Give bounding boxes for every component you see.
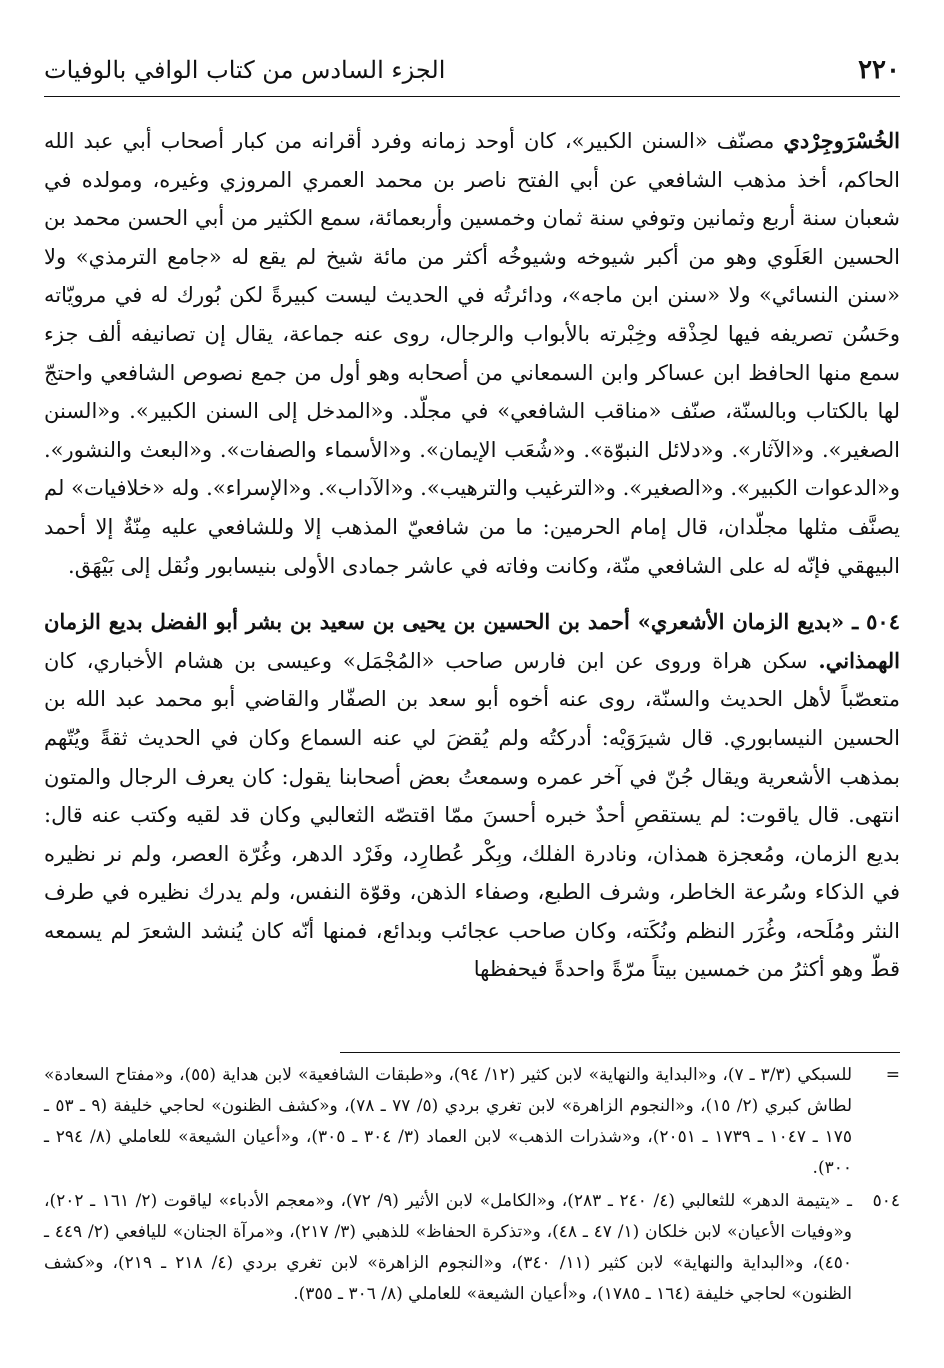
paragraph-text: سكن هراة وروى عن ابن فارس صاحب «المُجْمَل» وعيسى بن هشام الأخباري، كان متعصّباً لأهل الحديث والسنّة، روى عنه أخوه أبو سعد بن الصفّار والقاضي أبو محمد عبد الله بن الحسين النيسابوري. قال شيرَوَيْه: أدركتُه ولم يُقضَ لي عنه السماع وكان في الحديث ثقةً ويُتّهم بمذهب الأشعرية ويقال جُنّ في آخر عمره وسمعتُ بعض أصحابنا يقول: كان يعرف الرجال والمتون انتهى. قال ياقوت: لم يستقصِ أحدٌ خبره أحسنَ ممّا اقتصّه الثعالبي وكان قد لقيه وكتب عنه قال: بديع الزمان، ومُعجزة همذان، ونادرة الفلك، وبِكْر عُطارِد، وفَرْد الدهر، وغُرّة العصر، ولم نر نظيره في الذكاء وسُرعة الخاطر، وشرف الطبع، وصفاء الذهن، وقوّة النفس، ولم يدرك نظيره في طرف النثر ومُلَحه، وغُرَر النظم ونُكَته، وكان صاحب عجائب وبدائع، فمنها أنّه كان يُنشد الشعرَ لم يسمعه قطّ وهو أكثرُ من خمسين بيتاً مرّةً واحدةً فيحفظها <box>44 648 900 982</box>
paragraph-text: مصنّف «السنن الكبير»، كان أوحد زمانه وفرد أقرانه من كبار أصحاب أبي عبد الله الحاكم، أخذ مذهب الشافعي عن أبي الفتح ناصر بن محمد العمري المروزي وغيره، ومولده في شعبان سنة أربع وثمانين وتوفي سنة ثمان وخمسين وأربعمائة، سمع الكثير من أبي الحسن محمد بن الحسين العَلَوي وهو من أكبر شيوخه وشيوخُه أكثر من مائة شيخ لم يقع له «جامع الترمذي» ولا «سنن النسائي» ولا «سنن ابن ماجه»، ودائرتُه في الحديث ليست كبيرةً لكن بُورك له في مرويّاته وحَسُن تصريفه فيها لحِذْقه وخِبْرته بالأبواب والرجال، روى عنه جماعة، يقال إن تصانيفه ألف جزء سمع منها الحافظ ابن عساكر وابن السمعاني من أصحابه وهو أول من جمع نصوص الشافعي واحتجّ لها بالكتاب وبالسنّة، صنّف «مناقب الشافعي» في مجلّد. و«المدخل إلى السنن الكبير». و«السنن الصغير». و«الآثار». و«دلائل النبوّة». و«شُعَب الإيمان». و«الأسماء والصفات». و«البعث والنشور». و«الدعوات الكبير». و«الصغير». و«الترغيب والترهيب». و«الآداب». و«الإسراء». وله «خلافيات» لم يصنَّف مثلها مجلّدان، قال إمام الحرمين: ما من شافعيّ المذهب إلا وللشافعي عليه مِنّةٌ إلا أحمد البيهقي فإنّه له على الشافعي منّة، وكانت وفاته في عاشر جمادى الأولى بنيسابور ونُقل إلى بَيْهَق. <box>44 129 900 578</box>
entry-name: الخُسْرَوجِرْدي <box>783 128 900 153</box>
footnote-divider <box>340 1052 900 1053</box>
footnotes <box>44 1058 900 1310</box>
entry-heading: ٥٠٤ ـ «بديع الزمان الأشعري» أحمد بن الحسين بن يحيى بن سعيد بن بشر أبو الفضل بديع الزمان الهمذاني. <box>44 609 900 673</box>
running-title: الجزء السادس من كتاب الوافي بالوفيات <box>44 56 446 84</box>
paragraph-khusrawjirdi <box>44 122 900 585</box>
footnote-text: ـ «يتيمة الدهر» للثعالبي (٤/ ٢٤٠ ـ ٢٨٣)، و«الكامل» لابن الأثير (٩/ ٧٢)، و«معجم الأدباء» لياقوت (٢/ ١٦١ ـ ٢٠٢)، و«وفيات الأعيان» لابن خلكان (١/ ٤٧ ـ ٤٨)، و«تذكرة الحفاظ» للذهبي (٣/ ٢١٧)، و«مرآة الجنان» لليافعي (٢/ ٤٤٩ ـ ٤٥٠)، و«البداية والنهاية» لابن كثير (١١/ ٣٤٠)، و«النجوم الزاهرة» لابن تغري بردي (٤/ ٢١٨ ـ ٢١٩)، و«كشف الظنون» لحاجي خليفة (١٦٤ ـ ١٧٨٥)، و«أعيان الشيعة» للعاملي (٨/ ٣٠٦ ـ ٣٥٥). <box>44 1191 853 1304</box>
page-number: ٢٢٠ <box>858 55 900 85</box>
footnote-marker: = <box>885 1065 900 1085</box>
page-header <box>44 50 900 90</box>
header-divider <box>44 96 900 97</box>
footnote <box>44 1060 900 1184</box>
paragraph-badi-al-zaman <box>44 603 900 989</box>
footnote <box>44 1186 900 1310</box>
footnote-marker: ٥٠٤ <box>872 1191 900 1211</box>
main-text <box>44 122 900 989</box>
footnote-text: للسبكي (٣/٣ ـ ٧)، و«البداية والنهاية» لابن كثير (١٢/ ٩٤)، و«طبقات الشافعية» لابن هداية (٥٥)، و«مفتاح السعادة» لطاش كبري (٢/ ١٥)، و«النجوم الزاهرة» لابن تغري بردي (٥/ ٧٧ ـ ٧٨)، و«كشف الظنون» لحاجي خليفة (٩ ـ ٥٣ ـ ١٧٥ ـ ١٠٤٧ ـ ١٧٣٩ ـ ٢٠٥١)، و«شذرات الذهب» لابن العماد (٣/ ٣٠٤ ـ ٣٠٥)، و«أعيان الشيعة» للعاملي (٨/ ٢٩٤ ـ ٣٠٠). <box>44 1065 853 1178</box>
